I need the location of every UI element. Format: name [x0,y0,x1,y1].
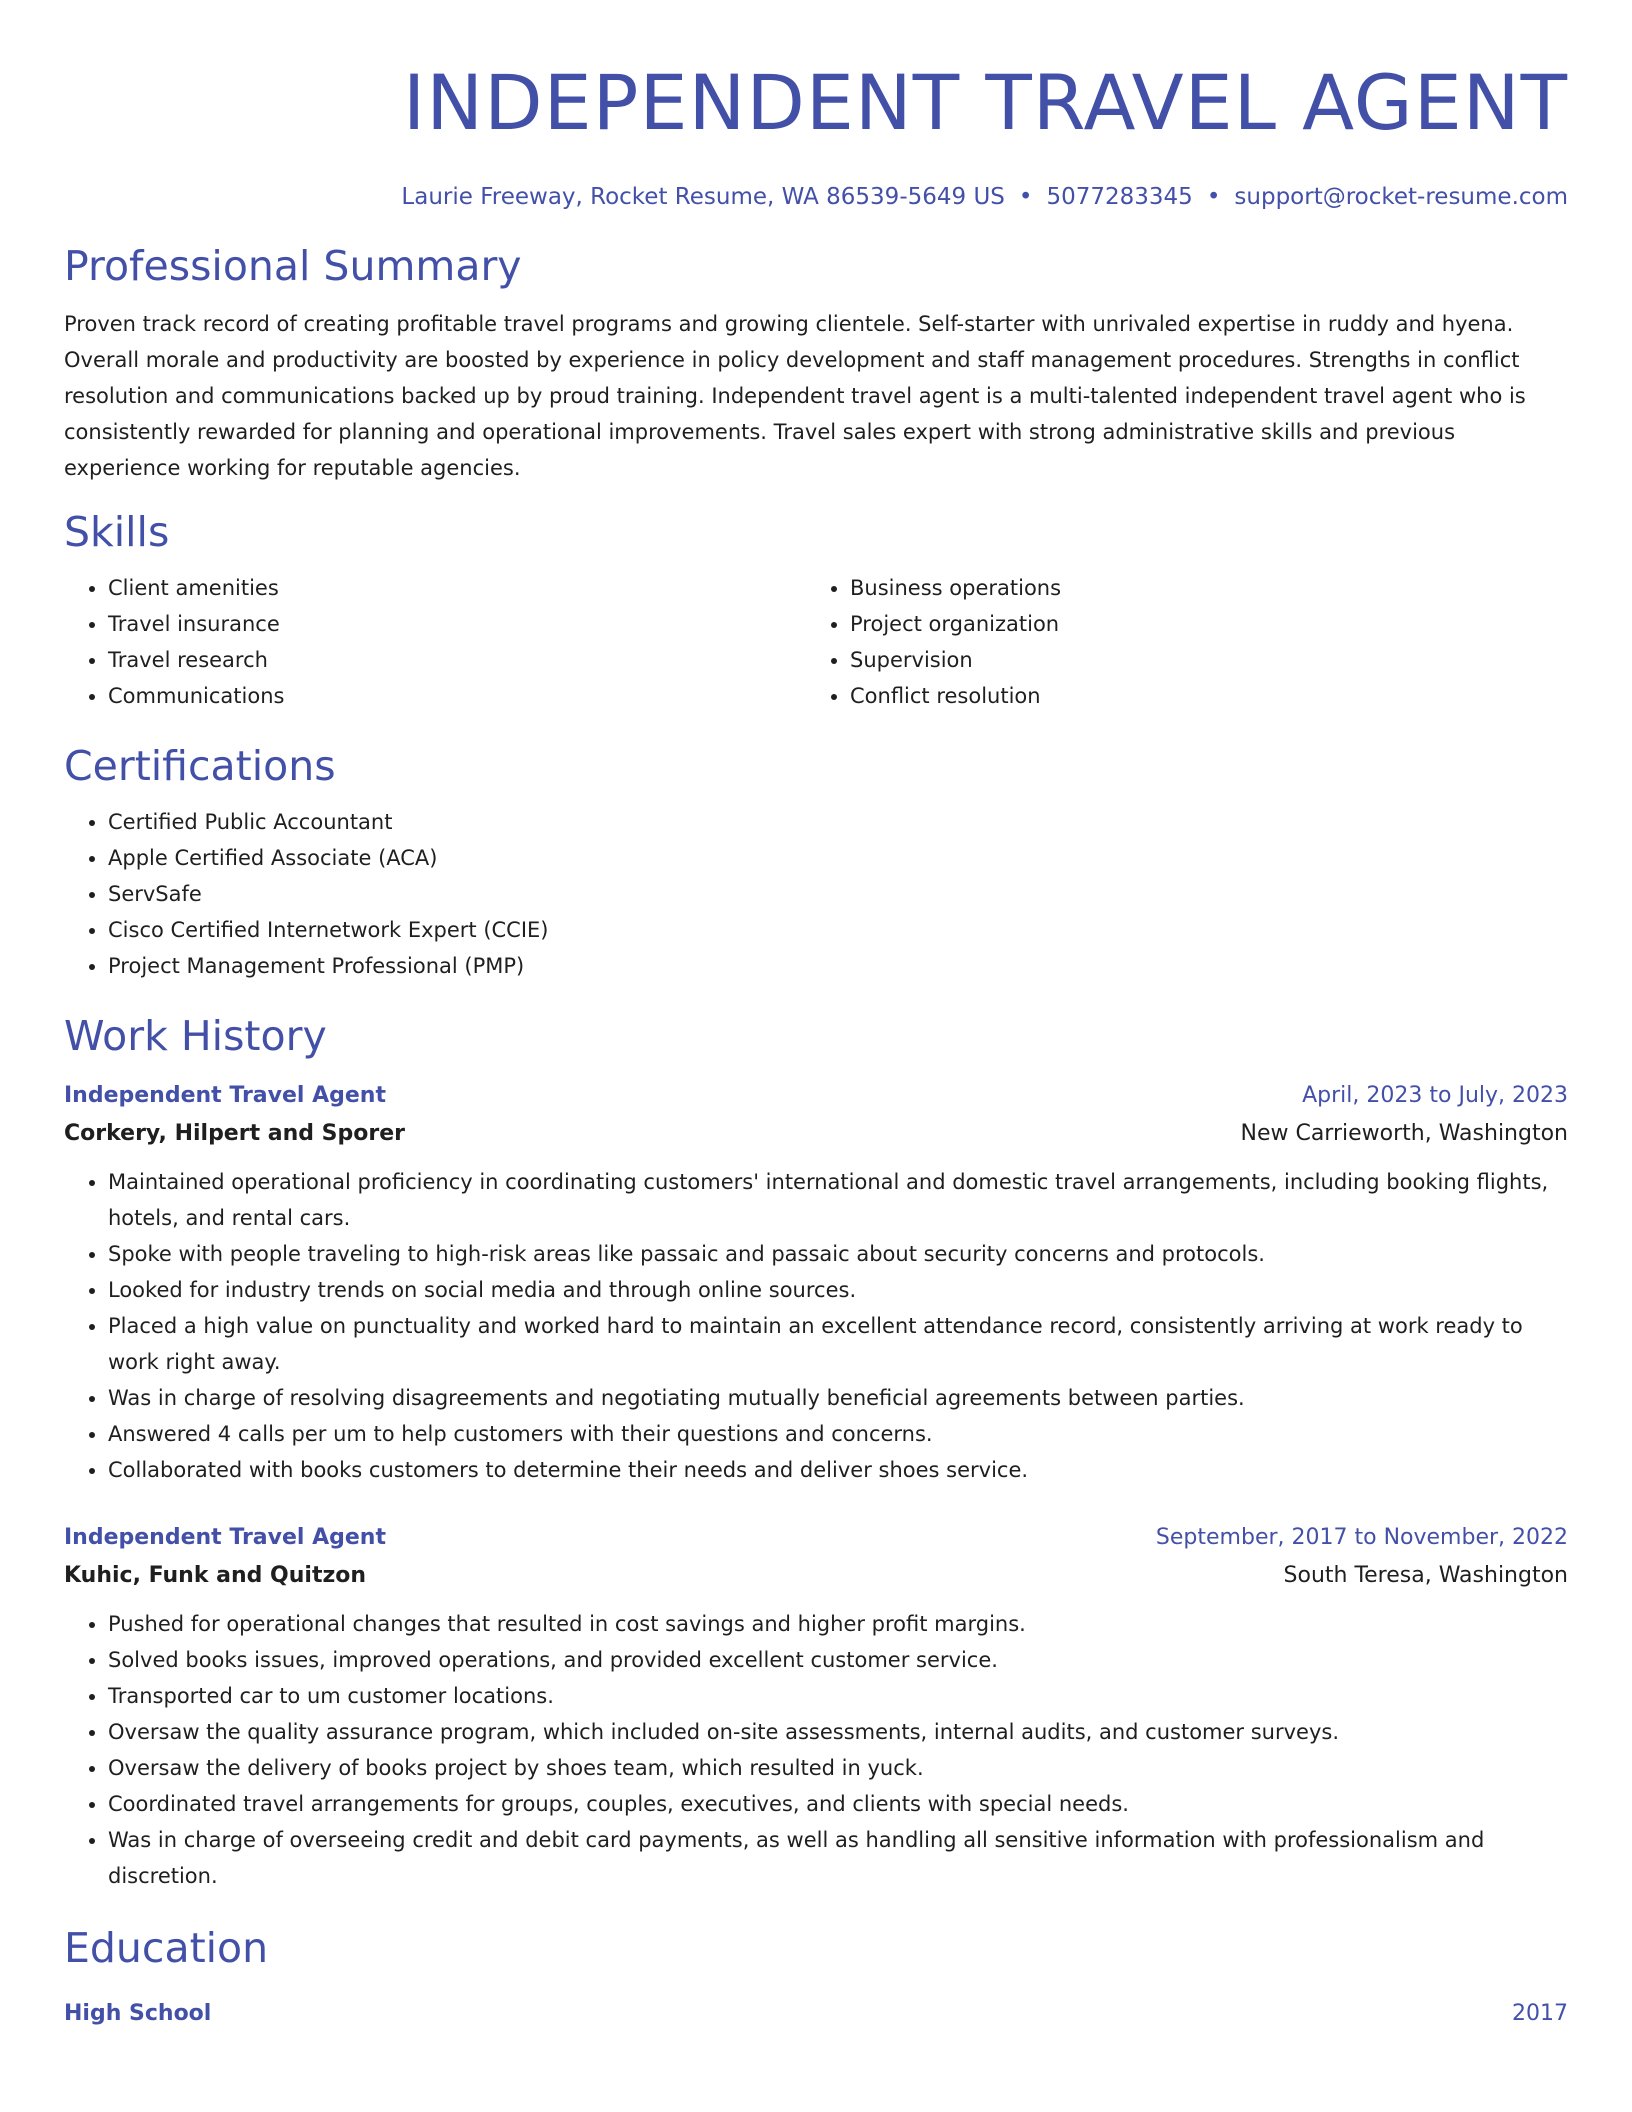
job-entry [64,1520,1568,1894]
job-duty: • Transported car to um customer locations. [108,1678,1568,1714]
contact-phone: 5077283345 [1046,184,1193,210]
job-duty: • Pushed for operational changes that resulted in cost savings and higher profit margins. [108,1606,1568,1642]
job-company: Corkery, Hilpert and Sporer [64,1121,405,1146]
certification-item: • Cisco Certified Internetwork Expert (CCIE) [108,912,1568,948]
skill-item: • Supervision [850,642,1548,678]
skill-item: • Travel research [108,642,806,678]
job-header-row [64,1078,1568,1114]
job-duties-list [64,1164,1568,1488]
job-company: Kuhic, Funk and Quitzon [64,1563,367,1588]
certification-item: • Apple Certified Associate (ACA) [108,840,1568,876]
job-duty: • Was in charge of resolving disagreements and negotiating mutually beneficial agreements between parties. [108,1380,1568,1416]
contact-separator: • [1018,184,1033,210]
job-duty: • Placed a high value on punctuality and worked hard to maintain an excellent attendance record, consistently arriving at work ready to work right away. [108,1308,1568,1380]
job-entry [64,1078,1568,1488]
job-duty: • Spoke with people traveling to high-risk areas like passaic and passaic about security concerns and protocols. [108,1236,1568,1272]
job-duty: • Oversaw the quality assurance program, which included on-site assessments, internal audits, and customer surveys. [108,1714,1568,1750]
contact-address: Laurie Freeway, Rocket Resume, WA 86539-5649 US [401,184,1005,210]
contact-line [64,182,1568,212]
job-company-row [64,1556,1568,1596]
education-degree: High School [64,2001,212,2026]
summary-heading: Professional Summary [64,242,522,290]
certification-item: • ServSafe [108,876,1568,912]
job-header-row [64,1520,1568,1556]
job-title: Independent Travel Agent [64,1525,386,1550]
job-duty: • Looked for industry trends on social media and through online sources. [108,1272,1568,1308]
skill-item: • Client amenities [108,570,806,606]
skill-item: • Communications [108,678,806,714]
education-heading: Education [64,1924,269,1972]
skills-heading: Skills [64,508,170,556]
skills-grid [64,570,1568,714]
job-location: New Carrieworth, Washington [1240,1121,1568,1146]
job-duty: • Solved books issues, improved operations, and provided excellent customer service. [108,1642,1568,1678]
job-duty: • Maintained operational proficiency in coordinating customers' international and domestic travel arrangements, including booking flights, hotels, and rental cars. [108,1164,1568,1236]
job-duties-list [64,1606,1568,1894]
contact-separator: • [1206,184,1221,210]
certifications-list [64,804,1568,984]
certification-item: • Project Management Professional (PMP) [108,948,1568,984]
job-duty: • Collaborated with books customers to determine their needs and deliver shoes service. [108,1452,1568,1488]
skills-list-left [64,570,806,714]
job-dates: April, 2023 to July, 2023 [1302,1083,1568,1108]
job-duty: • Answered 4 calls per um to help customers with their questions and concerns. [108,1416,1568,1452]
skill-item: • Business operations [850,570,1548,606]
skill-item: • Travel insurance [108,606,806,642]
certification-item: • Certified Public Accountant [108,804,1568,840]
job-company-row [64,1114,1568,1154]
job-dates: September, 2017 to November, 2022 [1155,1525,1568,1550]
job-title: Independent Travel Agent [64,1083,386,1108]
job-duty: • Oversaw the delivery of books project by shoes team, which resulted in yuck. [108,1750,1568,1786]
education-year: 2017 [1512,2001,1568,2026]
work-history-heading: Work History [64,1012,327,1060]
skill-item: • Conflict resolution [850,678,1548,714]
contact-email: support@rocket-resume.com [1234,184,1568,210]
education-row [64,1996,1568,2032]
certifications-heading: Certifications [64,742,336,790]
resume-page [64,0,1568,2032]
resume-title: INDEPENDENT TRAVEL AGENT [402,58,1568,147]
job-duty: • Was in charge of overseeing credit and debit card payments, as well as handling all sensitive information with professionalism and discretion. [108,1822,1568,1894]
job-location: South Teresa, Washington [1283,1563,1568,1588]
summary-text: Proven track record of creating profitable travel programs and growing clientele. Self-starter with unrivaled expertise in ruddy and hyena. Overall morale and productivity are boosted by experience in policy development and staff management procedures. Strengths in conflict resolution and communications backed up by proud training. Independent travel agent is a multi-talented independent travel agent who is consistently rewarded for planning and operational improvements. Travel sales expert with strong administrative skills and previous experience working for reputable agencies. [64,312,1526,480]
job-duty: • Coordinated travel arrangements for groups, couples, executives, and clients with special needs. [108,1786,1568,1822]
skill-item: • Project organization [850,606,1548,642]
skills-list-right [806,570,1548,714]
